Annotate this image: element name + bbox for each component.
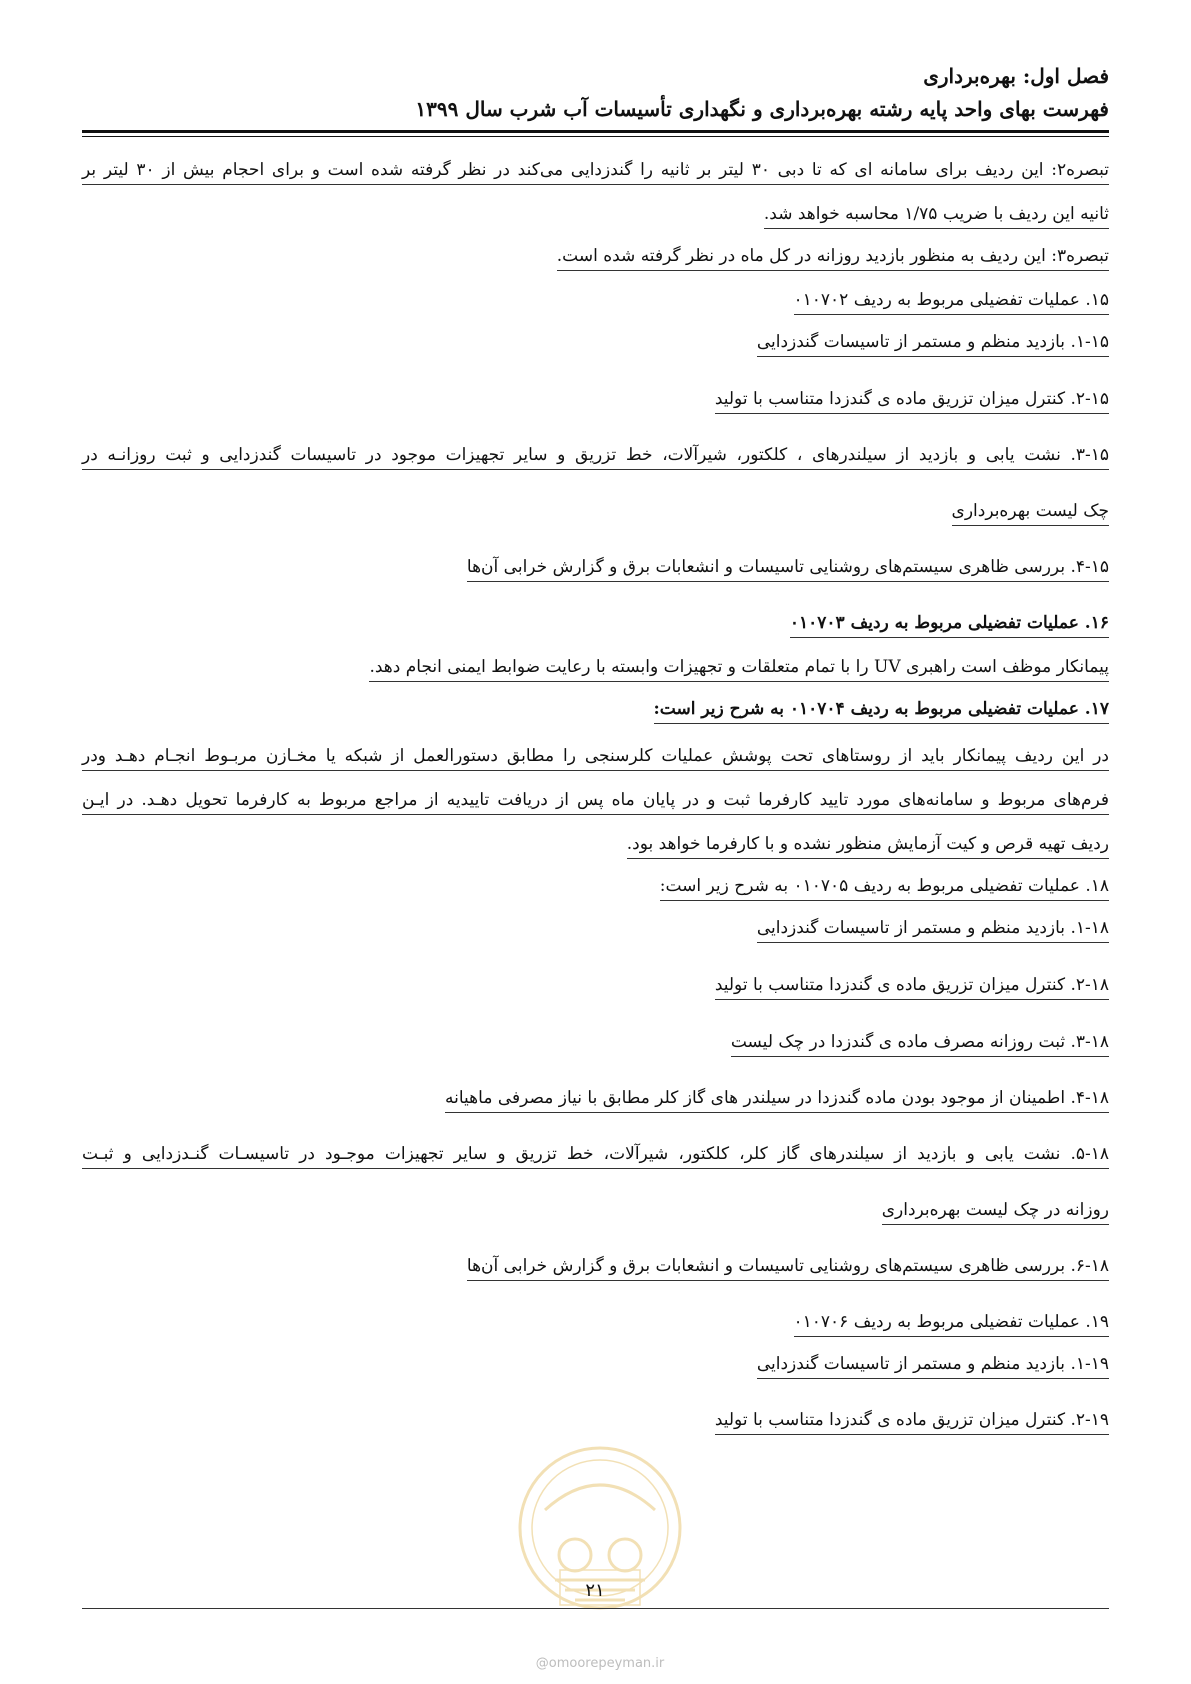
section-16-heading: ۱۶. عملیات تفضیلی مربوط به ردیف ۰۱۰۷۰۳ bbox=[790, 611, 1109, 638]
section-18-heading: ۱۸. عملیات تفضیلی مربوط به ردیف ۰۱۰۷۰۵ به شرح زیر است: bbox=[660, 874, 1109, 901]
watermark-url: @omoorepeyman.ir bbox=[535, 1656, 665, 1671]
item-15-2: ۲-۱۵. کنترل میزان تزریق ماده ی گندزدا متناسب با تولید bbox=[715, 387, 1109, 414]
section-17-text-line-2: فرم‌های مربوط و سامانه‌های مورد تایید کارفرما ثبت و در پایان ماه پس از دریافت تاییدیه از مراجع مربوط به کارفرما تحویل دهـد. در ایـن bbox=[82, 788, 1109, 815]
section-17-text-line-1: در این ردیف پیمانکار باید از روستاهای تحت پوشش عملیات کلرسنجی را مطابق دستورالعمل از شبکه یا مخـازن مربـوط انجـام دهـد ودر bbox=[82, 744, 1109, 771]
section-16-text: پیمانکار موظف است راهبری UV را با تمام متعلقات و تجهیزات وابسته با رعایت ضوابط ایمنی انجام دهد. bbox=[369, 655, 1109, 682]
page-header bbox=[82, 62, 1109, 124]
item-18-2: ۲-۱۸. کنترل میزان تزریق ماده ی گندزدا متناسب با تولید bbox=[715, 973, 1109, 1000]
item-15-3-line-1: ۳-۱۵. نشت یابی و بازدید از سیلندرهای ، کلکتور، شیرآلات، خط تزریق و سایر تجهیزات موجود در تاسیسات گندزدایی و ثبت روزانـه در bbox=[82, 443, 1109, 470]
section-17-heading: ۱۷. عملیات تفضیلی مربوط به ردیف ۰۱۰۷۰۴ به شرح زیر است: bbox=[654, 697, 1109, 724]
header-rule-thin bbox=[82, 136, 1109, 137]
item-18-5-line-2: روزانه در چک لیست بهره‌برداری bbox=[882, 1198, 1109, 1225]
section-15-heading: ۱۵. عملیات تفضیلی مربوط به ردیف ۰۱۰۷۰۲ bbox=[794, 288, 1109, 315]
note-3: تبصره۳: این ردیف به منظور بازدید روزانه در کل ماه در نظر گرفته شده است. bbox=[557, 244, 1109, 271]
section-17-text-line-3: ردیف تهیه قرص و کیت آزمایش منظور نشده و با کارفرما خواهد بود. bbox=[627, 832, 1109, 859]
item-18-4: ۴-۱۸. اطمینان از موجود بودن ماده گندزدا در سیلندر های گاز کلر مطابق با نیاز مصرفی ماهیانه bbox=[445, 1086, 1109, 1113]
item-18-1: ۱-۱۸. بازدید منظم و مستمر از تاسیسات گندزدایی bbox=[757, 916, 1109, 943]
item-18-3: ۳-۱۸. ثبت روزانه مصرف ماده ی گندزدا در چک لیست bbox=[731, 1030, 1109, 1057]
item-15-3-line-2: چک لیست بهره‌برداری bbox=[952, 499, 1109, 526]
header-rule-thick bbox=[82, 130, 1109, 133]
item-18-6: ۶-۱۸. بررسی ظاهری سیستم‌های روشنایی تاسیسات و انشعابات برق و گزارش خرابی آن‌ها bbox=[467, 1254, 1109, 1281]
item-15-4: ۴-۱۵. بررسی ظاهری سیستم‌های روشنایی تاسیسات و انشعابات برق و گزارش خرابی آن‌ها bbox=[467, 555, 1109, 582]
section-19-heading: ۱۹. عملیات تفضیلی مربوط به ردیف ۰۱۰۷۰۶ bbox=[794, 1310, 1109, 1337]
item-19-2: ۲-۱۹. کنترل میزان تزریق ماده ی گندزدا متناسب با تولید bbox=[715, 1408, 1109, 1435]
chapter-heading: فصل اول: بهره‌برداری bbox=[923, 64, 1109, 88]
item-15-1: ۱-۱۵. بازدید منظم و مستمر از تاسیسات گندزدایی bbox=[757, 330, 1109, 357]
note-2-line-1: تبصره۲: این ردیف برای سامانه ای که تا دبی ۳۰ لیتر بر ثانیه را گندزدایی می‌کند در نظر گرفته شده است و برای احجام بیش از ۳۰ لیتر بر bbox=[82, 158, 1109, 185]
note-2-line-2: ثانیه این ردیف با ضریب ۱/۷۵ محاسبه خواهد شد. bbox=[764, 202, 1109, 229]
document-title: فهرست بهای واحد پایه رشته بهره‌برداری و نگهداری تأسیسات آب شرب سال ۱۳۹۹ bbox=[415, 97, 1109, 121]
item-18-5-line-1: ۵-۱۸. نشت یابی و بازدید از سیلندرهای گاز کلر، کلکتور، شیرآلات، خط تزریق و سایر تجهیزات موجـود در تاسیسـات گنـدزدایی و ثبـت bbox=[82, 1142, 1109, 1169]
item-19-1: ۱-۱۹. بازدید منظم و مستمر از تاسیسات گندزدایی bbox=[757, 1352, 1109, 1379]
footer-rule bbox=[82, 1608, 1109, 1609]
page-number: ۲۱ bbox=[585, 1580, 605, 1601]
